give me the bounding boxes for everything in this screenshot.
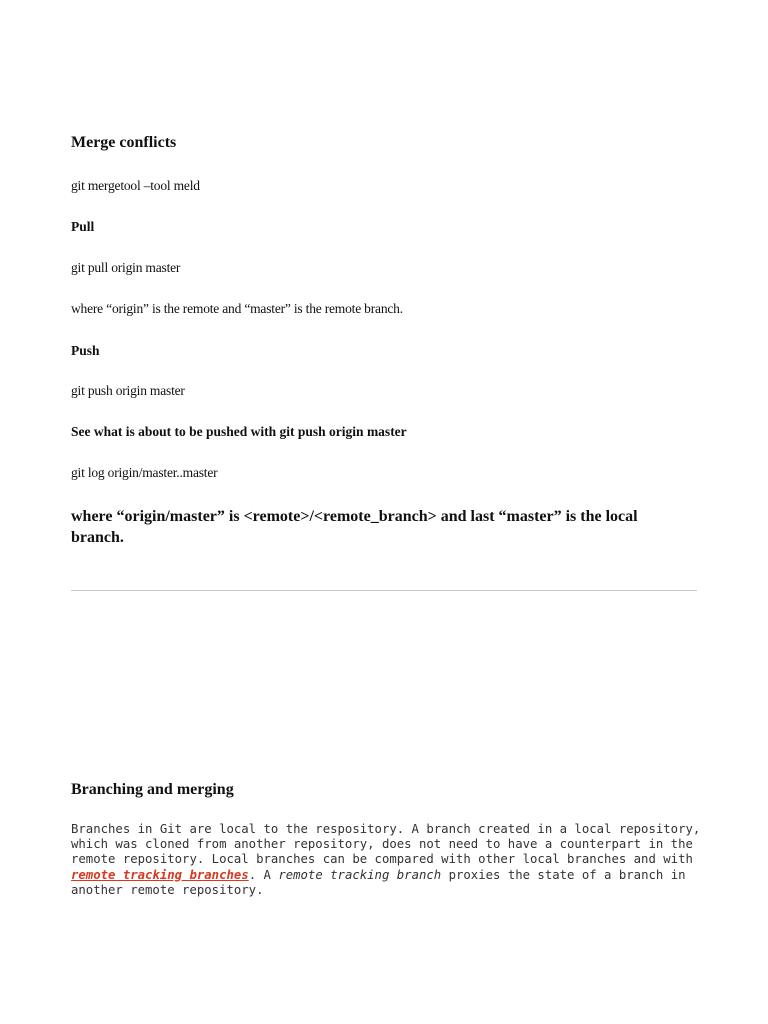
- branching-text-1: Branches in Git are local to the respository. A branch created in a local repository, which was cloned from another repository, does not need to have a counterpart in the remote repository. Local branches can be compared with other local branches and with: [71, 822, 708, 867]
- branching-text-3: proxies the state of a branch in another remote repository.: [71, 867, 693, 897]
- git-log-explanation: where “origin/master” is <remote>/<remote_branch> and last “master” is the local branch.: [71, 508, 638, 546]
- pull-explanation: where “origin” is the remote and “master” is the remote branch.: [71, 301, 403, 316]
- command-push: git push origin master: [71, 383, 185, 398]
- branching-text-2: . A: [248, 867, 279, 882]
- command-pull: git pull origin master: [71, 260, 181, 275]
- heading-push: Push: [71, 343, 100, 358]
- heading-merge-conflicts: Merge conflicts: [71, 134, 177, 151]
- command-mergetool: git mergetool –tool meld: [71, 178, 200, 193]
- heading-pull: Pull: [71, 219, 95, 234]
- horizontal-divider: [71, 590, 697, 591]
- heading-push-preview: See what is about to be pushed with git push origin master: [71, 424, 407, 439]
- remote-tracking-branches-link[interactable]: remote tracking branches: [71, 867, 249, 882]
- heading-branching-merging: Branching and merging: [71, 781, 234, 798]
- remote-tracking-branch-term: remote tracking branch: [278, 867, 442, 882]
- branching-paragraph: [71, 822, 711, 898]
- command-git-log: git log origin/master..master: [71, 465, 218, 480]
